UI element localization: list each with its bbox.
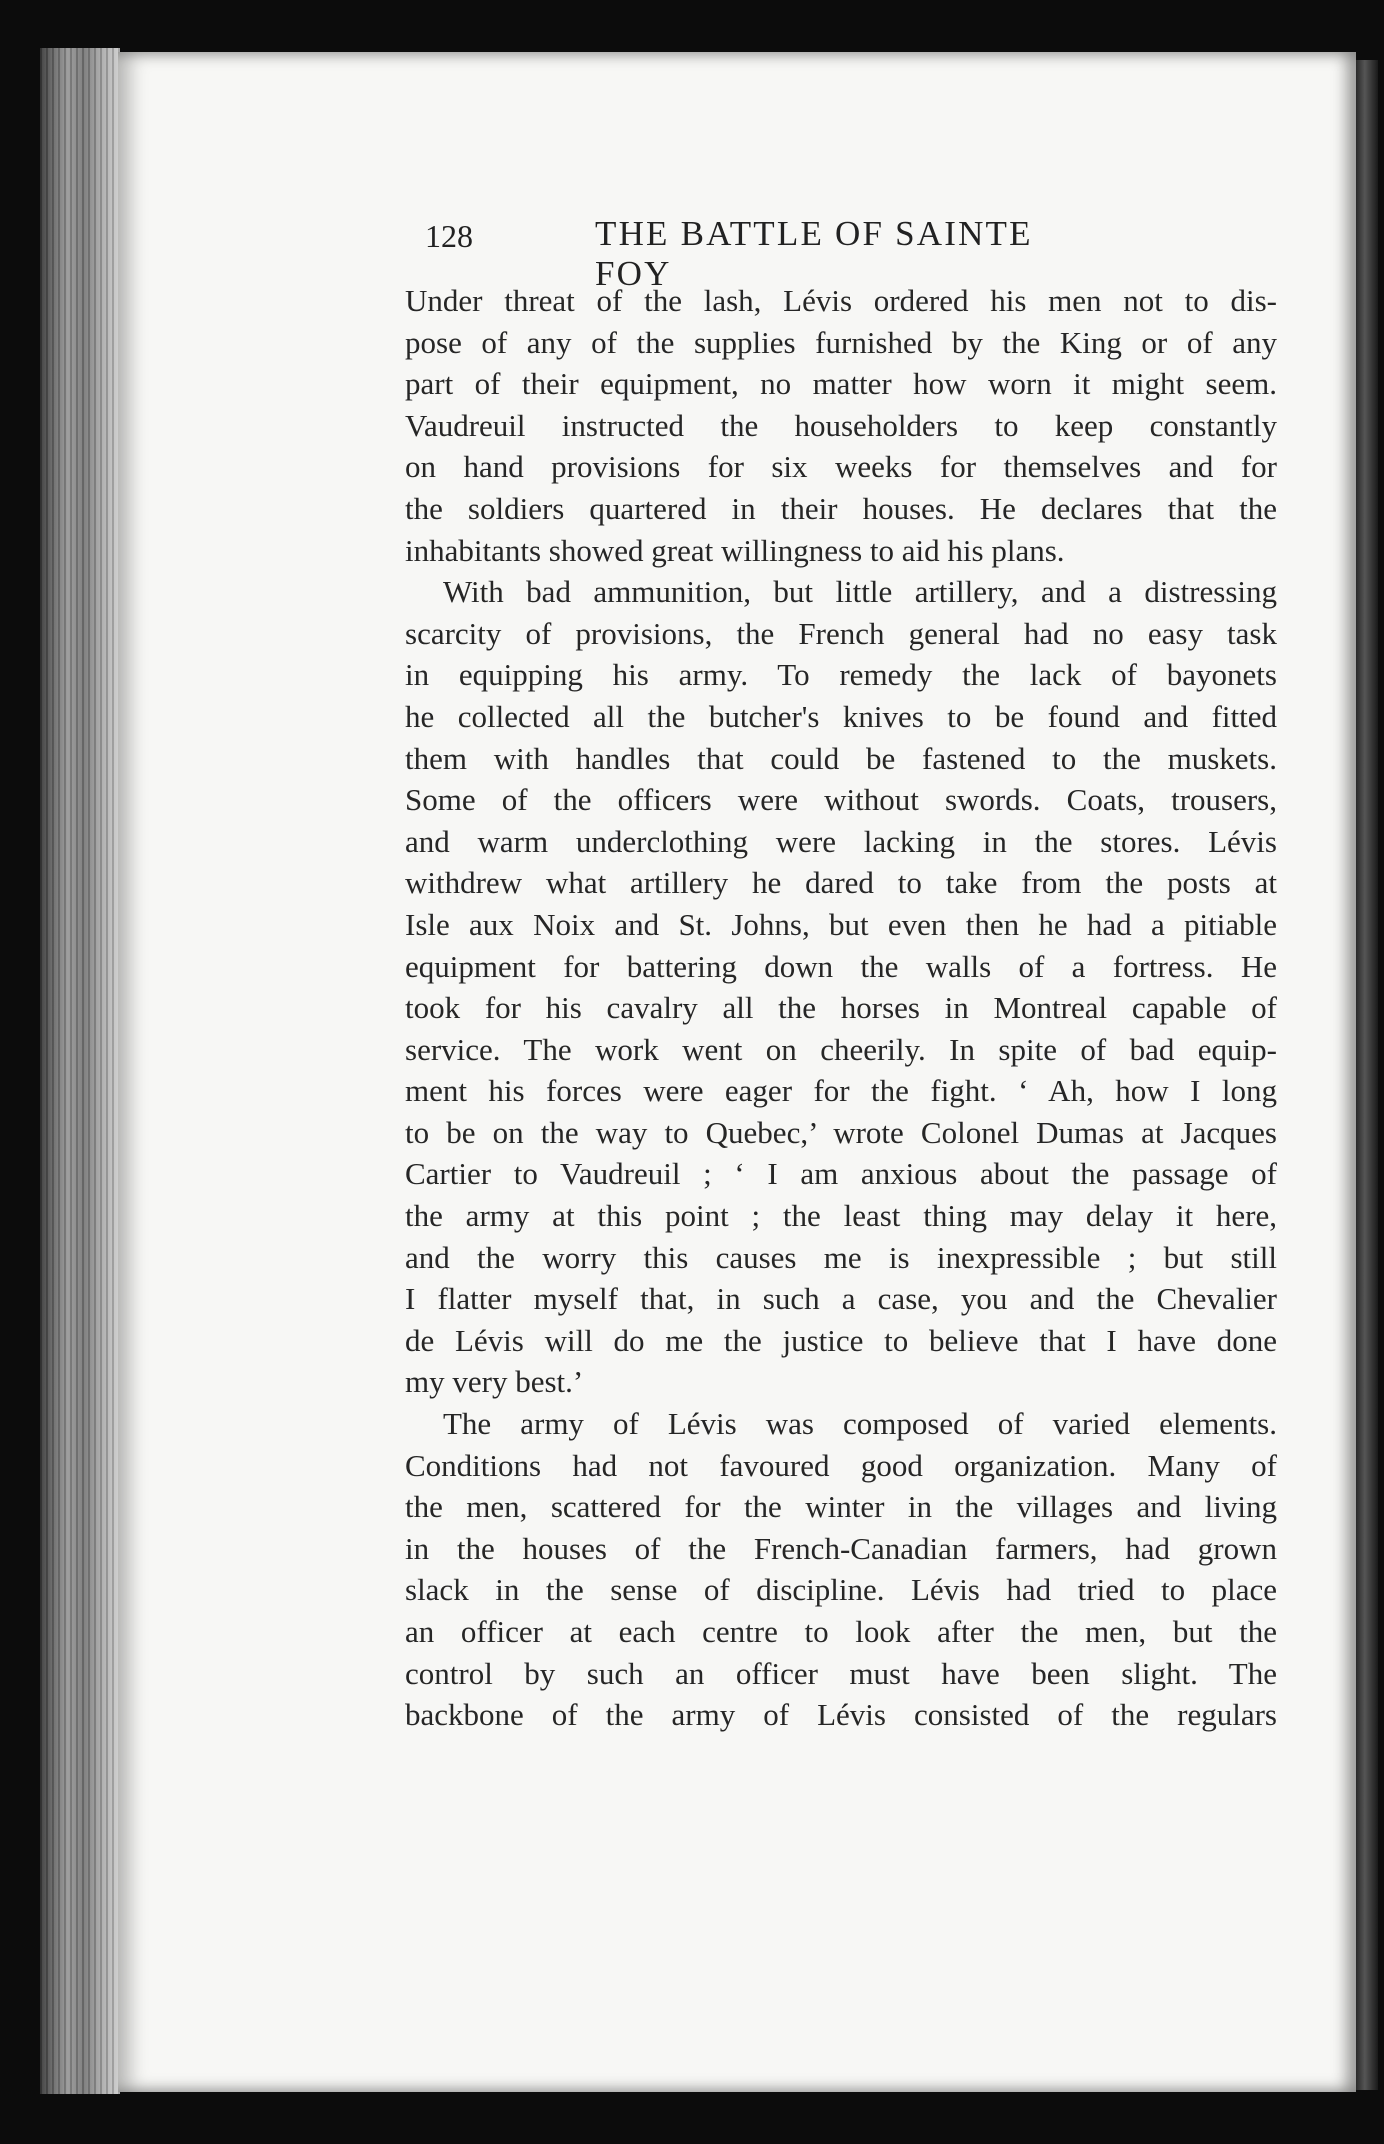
page-number: 128 [425,218,473,254]
text-line: Isle aux Noix and St. Johns, but even then he had a pitiable [405,906,1277,942]
text-line: the army at this point ; the least thing may delay it here, [405,1198,1277,1234]
text-line: control by such an officer must have been slight. The [405,1655,1277,1691]
paragraph [405,571,1277,1403]
text-line: and warm underclothing were lacking in the stores. Lévis [405,823,1277,859]
text-line: inhabitants showed great willingness to aid his plans. [405,532,1065,568]
text-line: scarcity of provisions, the French general had no easy task [405,615,1277,651]
text-line: to be on the way to Quebec,’ wrote Colonel Dumas at Jacques [405,1114,1277,1150]
book-page-edges [40,48,120,2094]
text-line: backbone of the army of Lévis consisted of the regulars [405,1697,1277,1733]
text-line: and the worry this causes me is inexpressible ; but still [405,1239,1277,1275]
text-line: in equipping his army. To remedy the lack of bayonets [405,657,1277,693]
text-line: in the houses of the French-Canadian farmers, had grown [405,1530,1277,1566]
text-line: ment his forces were eager for the fight. ‘ Ah, how I long [405,1073,1277,1109]
paragraph [405,280,1277,571]
text-line: withdrew what artillery he dared to take from the posts at [405,865,1277,901]
text-line: de Lévis will do me the justice to believe that I have done [405,1322,1277,1358]
text-line: slack in the sense of discipline. Lévis had tried to place [405,1572,1277,1608]
text-line: part of their equipment, no matter how worn it might seem. [405,366,1277,402]
running-head [425,212,1115,293]
text-line: he collected all the butcher's knives to be found and fitted [405,698,1277,734]
text-line: I flatter myself that, in such a case, you and the Chevalier [405,1281,1277,1317]
text-line: the men, scattered for the winter in the villages and living [405,1489,1277,1525]
body-text [405,280,1277,1736]
text-line: Vaudreuil instructed the householders to keep constantly [405,407,1277,443]
text-line: my very best.’ [405,1364,584,1400]
text-line: on hand provisions for six weeks for themselves and for [405,449,1277,485]
paragraph [405,1403,1277,1736]
text-line: With bad ammunition, but little artillery, and a distressing [443,574,1277,610]
text-line: the soldiers quartered in their houses. He declares that the [405,490,1277,526]
text-line: Conditions had not favoured good organization. Many of [405,1447,1277,1483]
text-line: Cartier to Vaudreuil ; ‘ I am anxious about the passage of [405,1156,1277,1192]
text-line: service. The work went on cheerily. In spite of bad equip- [405,1031,1277,1067]
text-line: The army of Lévis was composed of varied elements. [443,1406,1277,1442]
book-right-edge [1356,60,1378,2090]
text-line: Some of the officers were without swords. Coats, trousers, [405,782,1277,818]
text-line: them with handles that could be fastened to the muskets. [405,740,1277,776]
text-line: pose of any of the supplies furnished by the King or of any [405,324,1277,360]
running-title: THE BATTLE OF SAINTE FOY [595,214,1033,293]
text-line: equipment for battering down the walls of a fortress. He [405,948,1277,984]
text-line: an officer at each centre to look after the men, but the [405,1614,1277,1649]
text-line: Under threat of the lash, Lévis ordered his men not to dis- [405,283,1277,318]
text-line: took for his cavalry all the horses in Montreal capable of [405,990,1277,1026]
